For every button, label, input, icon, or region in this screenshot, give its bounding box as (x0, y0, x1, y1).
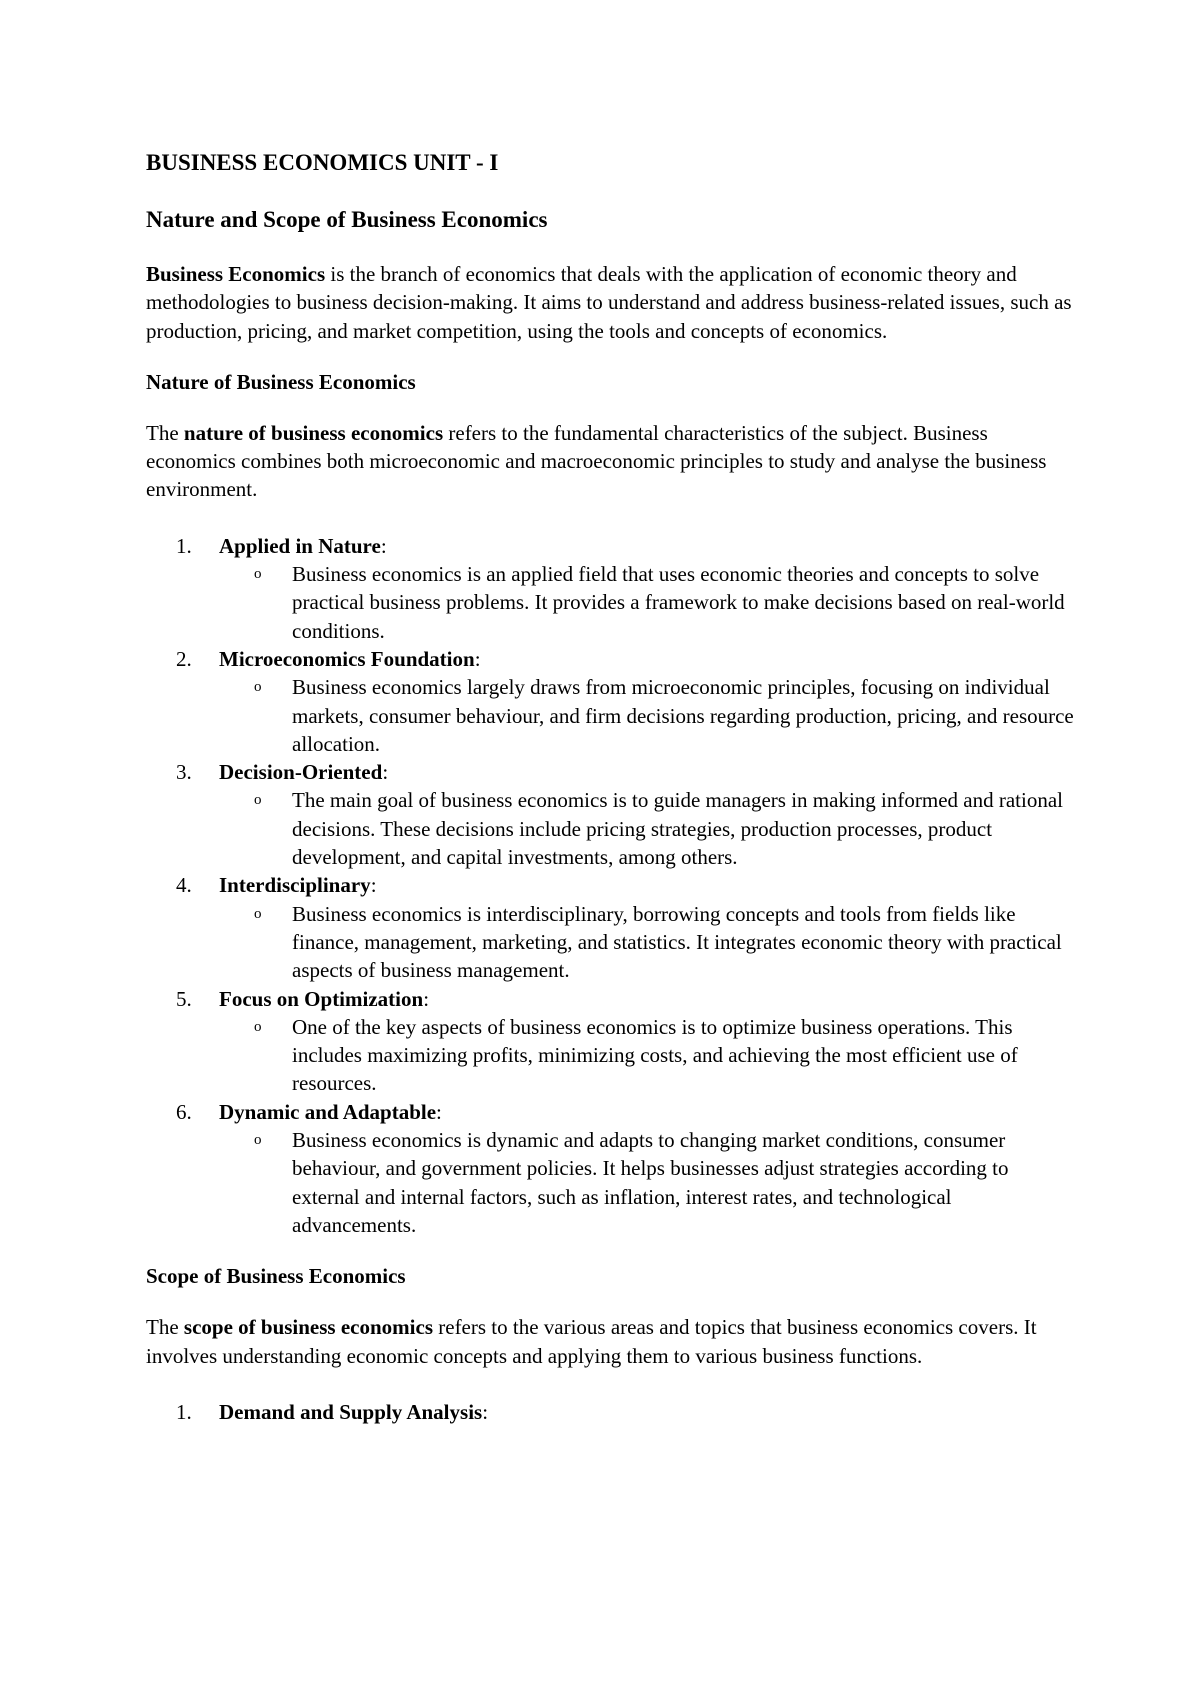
circle-bullet-icon: o (254, 1132, 262, 1149)
document-content (146, 146, 1076, 1426)
scope-lead-pre: The (146, 1315, 184, 1340)
document-title: BUSINESS ECONOMICS UNIT - I (146, 150, 499, 175)
item-number: 1. (176, 1399, 192, 1424)
list-item (146, 532, 1076, 645)
item-colon: : (436, 1099, 442, 1124)
item-title: Demand and Supply Analysis (219, 1399, 483, 1424)
sub-item (219, 560, 1076, 645)
nature-lead-term: nature of business economics (183, 420, 444, 445)
list-item (146, 1398, 1076, 1426)
item-title: Decision-Oriented (219, 760, 383, 785)
sub-item (219, 673, 1076, 758)
circle-bullet-icon: o (254, 905, 262, 922)
scope-heading: Scope of Business Economics (146, 1264, 406, 1289)
sub-item (219, 900, 1076, 985)
item-colon: : (474, 646, 481, 671)
scope-lead-paragraph (146, 1313, 1076, 1370)
item-title: Dynamic and Adaptable (219, 1099, 437, 1124)
item-number: 6. (176, 1099, 192, 1124)
circle-bullet-icon: o (254, 1018, 262, 1035)
intro-text: is the branch of economics that deals with the application of economic theory and methodologies to business decision-making. It aims to understand and address business-related issues, such as production, pricing, and market competition, using the tools and concepts of economics. (146, 262, 1072, 343)
list-item (146, 645, 1076, 758)
sub-item (219, 1013, 1076, 1098)
sub-item-text: Business economics is interdisciplinary, borrowing concepts and tools from fields like finance, management, marketing, and statistics. It integrates economic theory with practical aspects of business management. (292, 901, 1062, 983)
item-title: Interdisciplinary (219, 873, 371, 898)
sub-item (219, 1126, 1076, 1239)
item-colon: : (380, 533, 387, 558)
item-number: 5. (176, 986, 192, 1011)
sub-item-text: Business economics largely draws from microeconomic principles, focusing on individual markets, consumer behaviour, and firm decisions regarding production, pricing, and resource allocation. (292, 675, 1074, 756)
list-item (146, 758, 1076, 871)
sub-item-text: Business economics is dynamic and adapts to changing market conditions, consumer behaviour, and government policies. It helps businesses adjust strategies according to external and internal factors, such as inflation, interest rates, and technological advancements. (292, 1128, 1009, 1237)
item-colon: : (482, 1399, 489, 1424)
scope-list (146, 1398, 1076, 1426)
nature-lead-paragraph (146, 419, 1076, 504)
item-number: 3. (176, 760, 192, 785)
list-item (146, 871, 1076, 984)
item-number: 2. (176, 646, 192, 671)
nature-heading: Nature of Business Economics (146, 369, 416, 394)
section-title: Nature and Scope of Business Economics (146, 207, 548, 232)
item-title: Focus on Optimization (219, 986, 424, 1011)
sub-item-text: Business economics is an applied field that uses economic theories and concepts to solve practical business problems. It provides a framework to make decisions based on real-world conditions. (292, 562, 1065, 643)
item-title: Microeconomics Foundation (219, 646, 475, 671)
item-number: 1. (176, 533, 192, 558)
nature-list (146, 532, 1076, 1239)
scope-lead-text: refers to the various areas and topics that business economics covers. It involves understanding economic concepts and applying them to various business functions. (146, 1315, 1037, 1368)
sub-item (219, 786, 1076, 871)
circle-bullet-icon: o (254, 679, 262, 696)
nature-lead-text: refers to the fundamental characteristics of the subject. Business economics combines both microeconomic and macroeconomic principles to study and analyse the business environment. (146, 420, 1047, 502)
item-colon: : (370, 873, 377, 898)
intro-term: Business Economics (146, 262, 326, 286)
item-number: 4. (176, 873, 192, 898)
sub-item-text: One of the key aspects of business economics is to optimize business operations. This includes maximizing profits, minimizing costs, and achieving the most efficient use of resources. (292, 1014, 1018, 1096)
item-title: Applied in Nature (219, 533, 381, 558)
nature-lead-pre: The (146, 420, 184, 445)
list-item (146, 1098, 1076, 1239)
item-colon: : (382, 760, 389, 785)
item-colon: : (423, 986, 430, 1011)
intro-paragraph (146, 260, 1076, 345)
list-item (146, 985, 1076, 1098)
scope-lead-term: scope of business economics (183, 1315, 433, 1340)
sub-item-text: The main goal of business economics is to guide managers in making informed and rational decisions. These decisions include pricing strategies, production processes, product development, and capital investments, among others. (292, 788, 1063, 870)
circle-bullet-icon: o (254, 792, 262, 809)
circle-bullet-icon: o (254, 566, 262, 583)
